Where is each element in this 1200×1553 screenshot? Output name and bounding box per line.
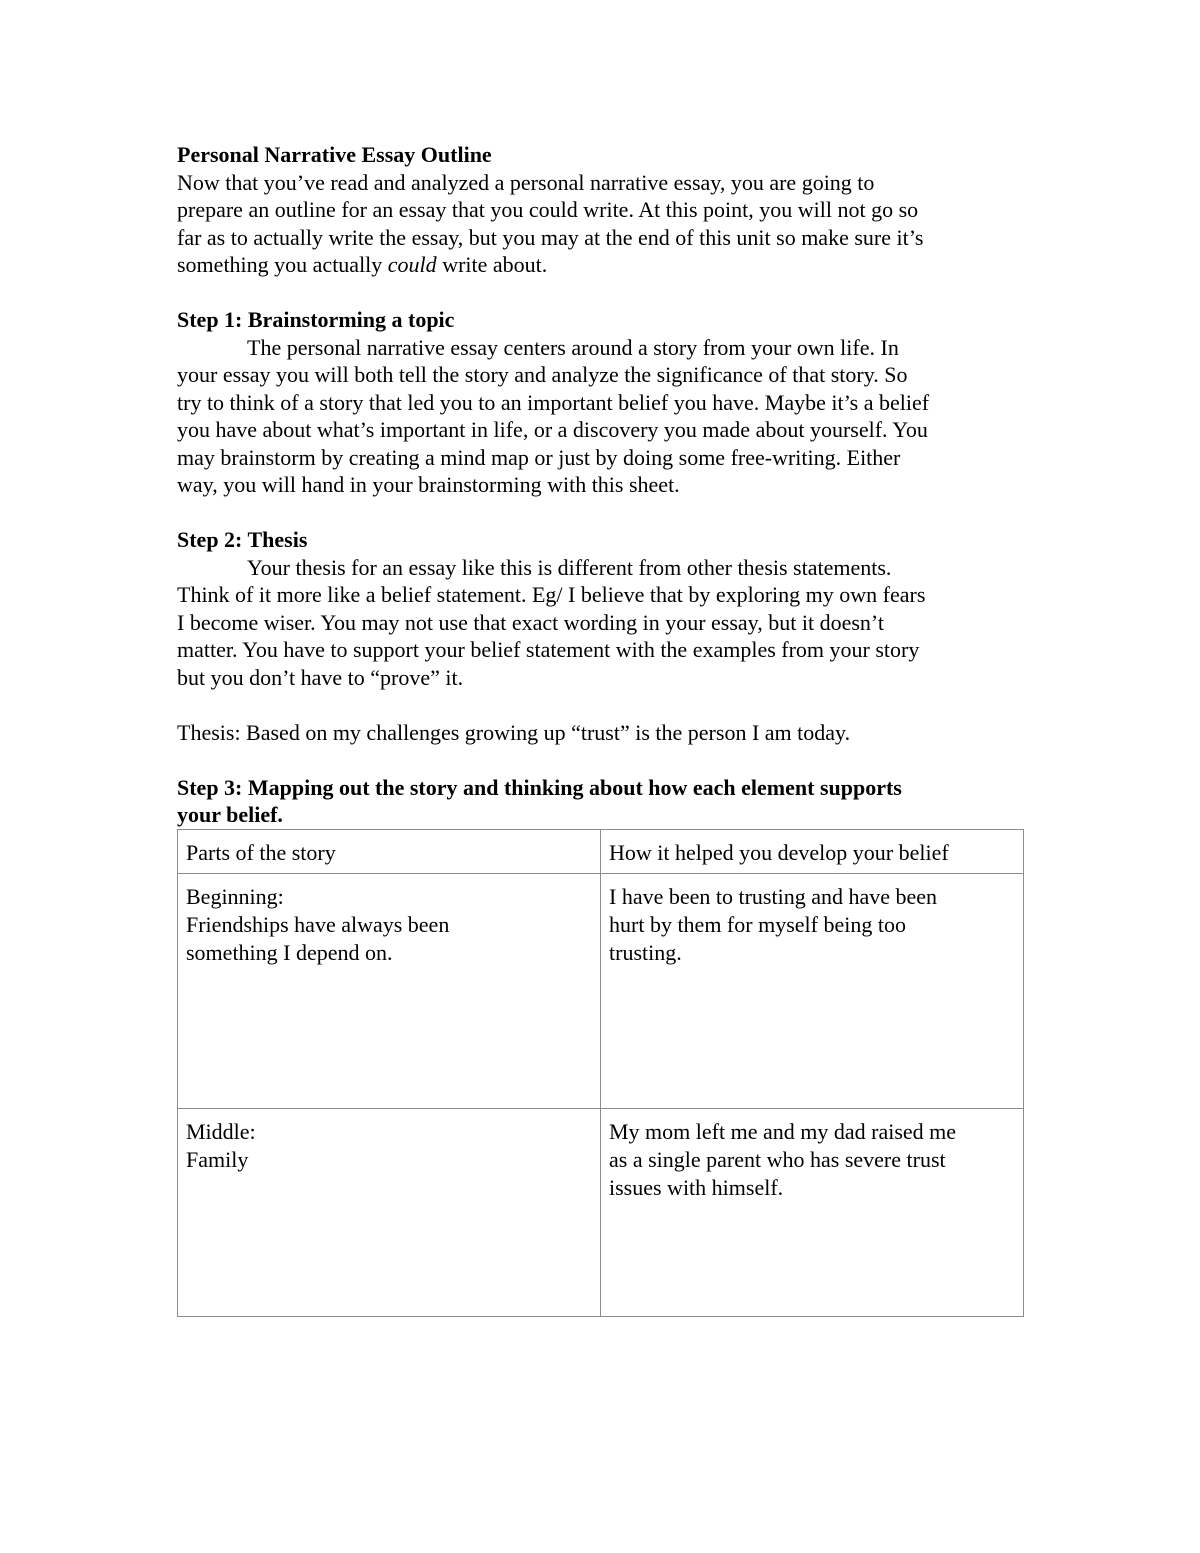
cell-text: trusting.	[609, 940, 682, 965]
table-header-cell: How it helped you develop your belief	[601, 830, 1024, 874]
document-title: Personal Narrative Essay Outline	[177, 142, 492, 167]
step2-line: but you don’t have to “prove” it.	[177, 664, 464, 690]
step2-line: I become wiser. You may not use that exact wording in your essay, but it doesn’t	[177, 609, 884, 635]
cell-text: hurt by them for myself being too	[609, 912, 906, 937]
cell-text: Middle:	[186, 1119, 256, 1144]
thesis-statement: Thesis: Based on my challenges growing up “trust” is the person I am today.	[177, 719, 851, 745]
step2-line: matter. You have to support your belief statement with the examples from your story	[177, 637, 920, 662]
table-cell-part	[178, 1109, 601, 1317]
step2-line: Your thesis for an essay like this is different from other thesis statements.	[247, 554, 892, 580]
step1-line: may brainstorm by creating a mind map or just by doing some free-writing. Either	[177, 444, 901, 470]
step2-heading: Step 2: Thesis	[177, 527, 308, 552]
table-cell-belief	[601, 874, 1024, 1109]
cell-text: Friendships have always been	[186, 912, 450, 937]
table-header-row	[178, 830, 1024, 874]
step1-line: way, you will hand in your brainstorming with this sheet.	[177, 472, 680, 497]
intro-line: Now that you’ve read and analyzed a personal narrative essay, you are going to	[177, 169, 875, 195]
cell-text: I have been to trusting and have been	[609, 884, 938, 909]
step1-heading: Step 1: Brainstorming a topic	[177, 307, 455, 332]
cell-text: Family	[186, 1147, 249, 1172]
cell-text: My mom left me and my dad raised me	[609, 1119, 957, 1144]
table-cell-belief	[601, 1109, 1024, 1317]
intro-emphasis: could	[387, 252, 437, 277]
step1-line: The personal narrative essay centers around a story from your own life. In	[247, 334, 899, 360]
step1-line: try to think of a story that led you to an important belief you have. Maybe it’s a belief	[177, 389, 930, 415]
step1-line: you have about what’s important in life, or a discovery you made about yourself. You	[177, 417, 928, 442]
table-cell-part	[178, 874, 601, 1109]
intro-line: prepare an outline for an essay that you could write. At this point, you will not go so	[177, 197, 919, 222]
intro-text: write about.	[436, 252, 548, 277]
cell-text: as a single parent who has severe trust	[609, 1147, 946, 1172]
cell-text: Beginning:	[186, 884, 284, 909]
step2-line: Think of it more like a belief statement. Eg/ I believe that by exploring my own fears	[177, 582, 926, 607]
cell-text: issues with himself.	[609, 1175, 784, 1200]
step3-heading: your belief.	[177, 801, 283, 827]
table-row	[178, 1109, 1024, 1317]
step1-line: your essay you will both tell the story and analyze the significance of that story. So	[177, 362, 908, 387]
table-header-cell: Parts of the story	[178, 830, 601, 874]
intro-line: far as to actually write the essay, but you may at the end of this unit so make sure it’s	[177, 224, 924, 250]
document-page	[177, 141, 1037, 828]
intro-text: something you actually	[177, 252, 388, 277]
table-row	[178, 874, 1024, 1109]
cell-text: something I depend on.	[186, 940, 393, 965]
intro-line	[177, 251, 1037, 279]
step3-heading: Step 3: Mapping out the story and thinking about how each element supports	[177, 774, 902, 800]
story-table	[177, 829, 1024, 1317]
